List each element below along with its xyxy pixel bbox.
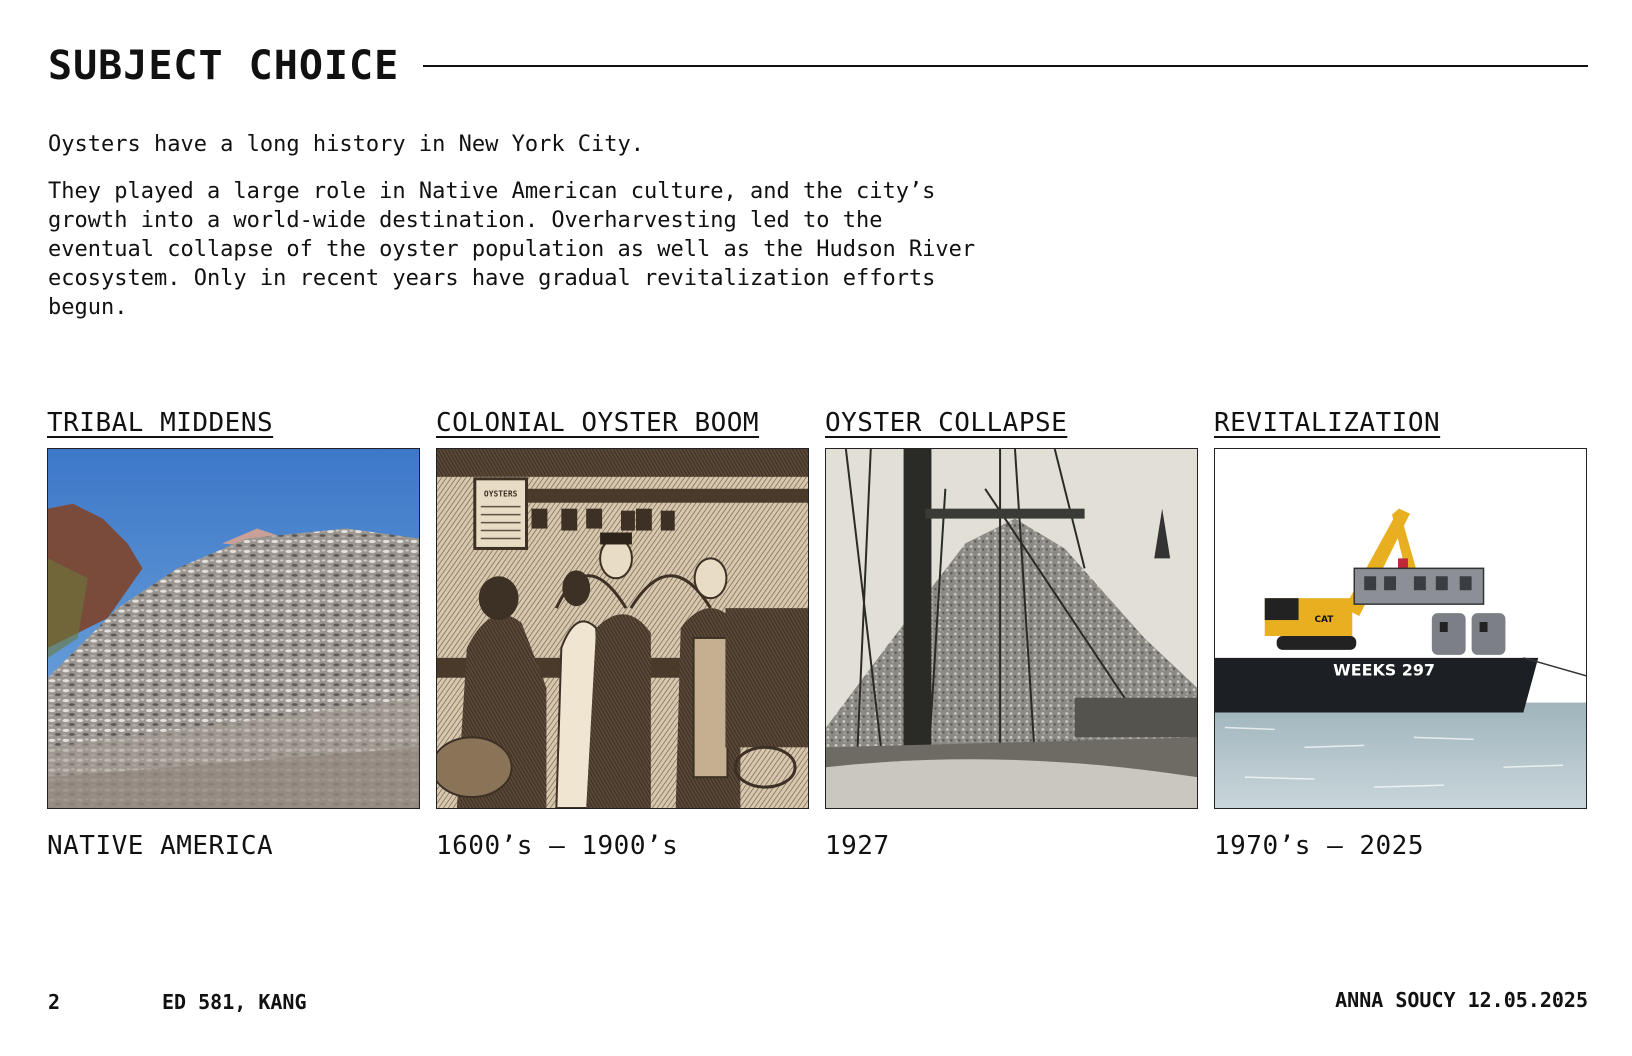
title-rule [423,65,1588,67]
section-colonial-oyster-boom [436,408,809,861]
intro-line: Oysters have a long history in New York City. [48,132,645,157]
section-heading: REVITALIZATION [1214,408,1441,438]
cab-text: CAT [1314,615,1334,626]
photo-oyster-shell-pile [825,448,1198,809]
header [48,38,1588,94]
timeline-sections [47,408,1588,861]
page-number: 2 [48,990,61,1014]
sign-text: OYSTERS [483,489,518,499]
intro-paragraph: They played a large role in Native American culture, and the city’s growth into a world-wide destination. Overharvesting led to the eventual collapse of the oyster population as well as the Hudson River ecosystem. Only in recent years have gradual revitalization efforts begun. [48,179,976,320]
section-heading: OYSTER COLLAPSE [825,408,1068,438]
section-caption: 1927 [825,831,890,861]
course-label: ED 581, KANG [162,990,307,1014]
photo-oyster-bar-engraving [436,448,809,809]
section-tribal-middens [47,408,420,861]
section-revitalization [1214,408,1587,861]
section-caption: 1600’s – 1900’s [436,831,679,861]
page-title: SUBJECT CHOICE [48,43,400,89]
section-heading: COLONIAL OYSTER BOOM [436,408,760,438]
section-heading: TRIBAL MIDDENS [47,408,274,438]
section-oyster-collapse [825,408,1198,861]
section-caption: 1970’s – 2025 [1214,831,1424,861]
section-caption: NATIVE AMERICA [47,831,274,861]
barge-text: WEEKS 297 [1333,660,1435,680]
photo-subway-car-reef-barge [1214,448,1587,809]
author-date: ANNA SOUCY 12.05.2025 [1335,988,1588,1012]
intro-text [48,130,978,340]
photo-shell-midden [47,448,420,809]
